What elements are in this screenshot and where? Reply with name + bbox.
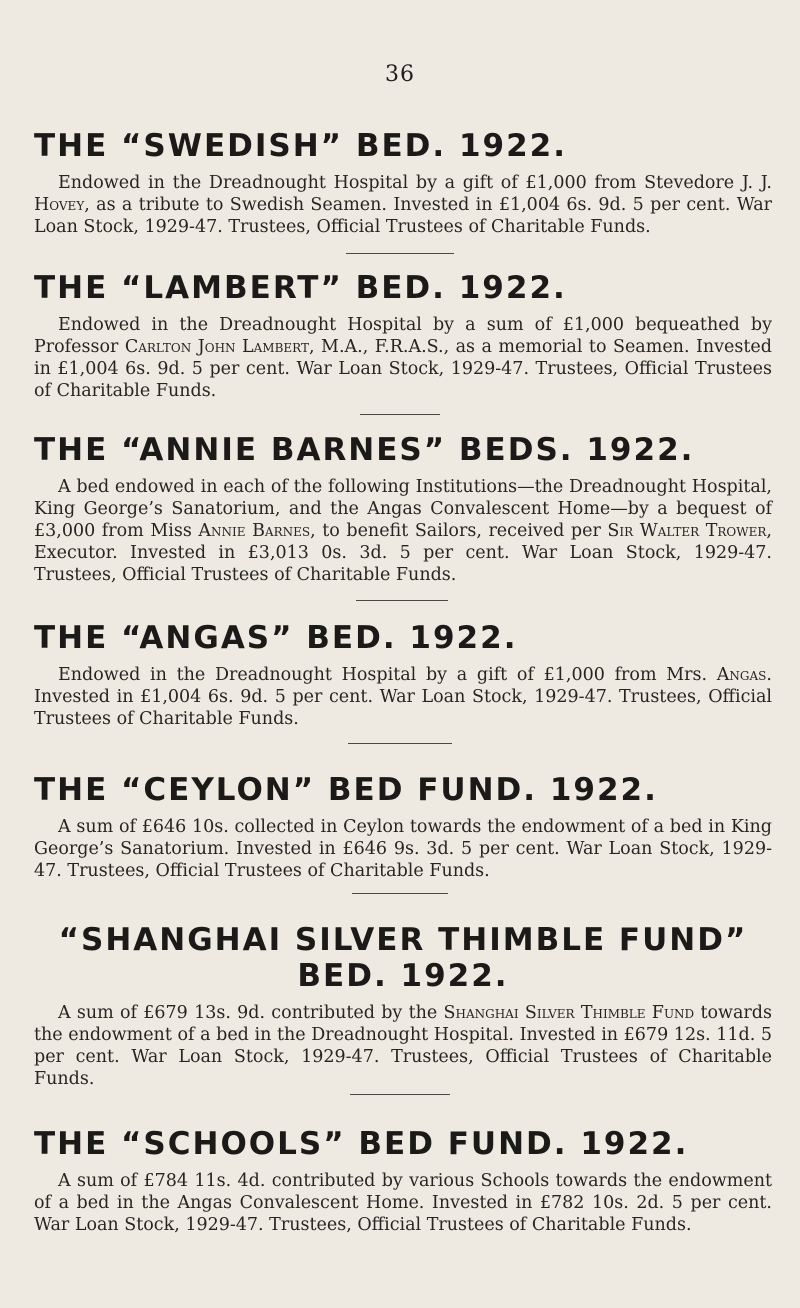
section-body <box>34 664 772 730</box>
section-angas-bed <box>34 620 772 730</box>
body-text-a: Endowed in the Dreadnought Hospital by a gift of £1,000 from Mrs. <box>58 665 708 685</box>
section-body <box>34 172 772 238</box>
section-body <box>34 476 772 586</box>
donor-name: J. J. Hovey <box>34 173 772 215</box>
section-lambert-bed <box>34 270 772 402</box>
body-text-b: , to benefit Sailors, received per <box>310 521 601 541</box>
section-divider <box>350 1094 450 1095</box>
body-text-b: , M.A., F.R.A.S., as a memorial to Seamen. Invested in £1,004 6s. 9d. 5 per cent. War Loan Stock, 1929-47. Trustees, Official Trustees of Charitable Funds. <box>34 337 772 401</box>
section-body: A sum of £646 10s. collected in Ceylon towards the endowment of a bed in King George’s Sanatorium. Invested in £646 9s. 3d. 5 per cent. War Loan Stock, 1929-47. Trustees, Official Trustees of Charitable Funds. <box>34 817 772 881</box>
section-heading: THE “SCHOOLS” BED FUND. 1922. <box>34 1126 689 1162</box>
body-text-b: towards the endowment of a bed in the Dreadnought Hospital. Invested in £679 12s. 11d. 5 per cent. War Loan Stock, 1929-47. Trustees, Official Trustees of Charitable Funds. <box>34 1003 772 1089</box>
section-divider <box>346 253 454 254</box>
section-heading: THE “ANGAS” BED. 1922. <box>34 620 518 656</box>
body-text-c: , Executor. Invested in £3,013 0s. 3d. 5 per cent. War Loan Stock, 1929-47. Trustees, Official Trustees of Charitable Funds. <box>34 521 772 585</box>
section-divider <box>356 600 448 601</box>
executor-name: Sir Walter Trower <box>607 521 767 541</box>
section-divider <box>360 414 440 415</box>
donor-name: Carlton John Lambert <box>124 337 309 357</box>
body-text-a: Endowed in the Dreadnought Hospital by a sum of £1,000 bequeathed by Professor <box>34 315 772 357</box>
section-divider <box>348 743 452 744</box>
section-heading: THE “ANNIE BARNES” BEDS. 1922. <box>34 432 695 468</box>
body-text-a: A sum of £679 13s. 9d. contributed by the <box>58 1003 438 1023</box>
section-divider <box>352 893 448 894</box>
body-text-b: , as a tribute to Swedish Seamen. Invested in £1,004 6s. 9d. 5 per cent. War Loan Stock, 1929-47. Trustees, Official Trustees of Charitable Funds. <box>34 195 772 237</box>
section-heading: THE “SWEDISH” BED. 1922. <box>34 128 567 164</box>
section-ceylon-bed-fund <box>34 772 772 882</box>
body-text-a: A bed endowed in each of the following Institutions—the Dreadnought Hospital, King George’s Sanatorium, and the Angas Convalescent Home—by a bequest of £3,000 from Miss <box>34 477 772 541</box>
section-schools-bed-fund <box>34 1126 772 1236</box>
body-text-b: . Invested in £1,004 6s. 9d. 5 per cent. War Loan Stock, 1929-47. Trustees, Official Trustees of Charitable Funds. <box>34 665 772 729</box>
section-body <box>34 314 772 402</box>
section-heading: THE “LAMBERT” BED. 1922. <box>34 270 567 306</box>
section-body <box>34 1002 772 1090</box>
page-number: 36 <box>385 62 415 87</box>
section-heading: “SHANGHAI SILVER THIMBLE FUND” <box>58 922 748 958</box>
donor-name: Annie Barnes <box>198 521 311 541</box>
section-heading: THE “CEYLON” BED FUND. 1922. <box>34 772 658 808</box>
donor-name: Angas <box>716 665 767 685</box>
donor-name: Shanghai Silver Thimble Fund <box>443 1003 695 1023</box>
section-heading-line2: BED. 1922. <box>297 958 509 994</box>
section-shanghai-thimble-fund <box>34 922 772 1090</box>
section-body: A sum of £784 11s. 4d. contributed by various Schools towards the endowment of a bed in the Angas Convalescent Home. Invested in £782 10s. 2d. 5 per cent. War Loan Stock, 1929-47. Trustees, Official Trustees of Charitable Funds. <box>34 1171 772 1235</box>
section-annie-barnes-beds <box>34 432 772 586</box>
body-text-a: Endowed in the Dreadnought Hospital by a gift of £1,000 from Stevedore <box>58 173 735 193</box>
section-swedish-bed <box>34 128 772 238</box>
